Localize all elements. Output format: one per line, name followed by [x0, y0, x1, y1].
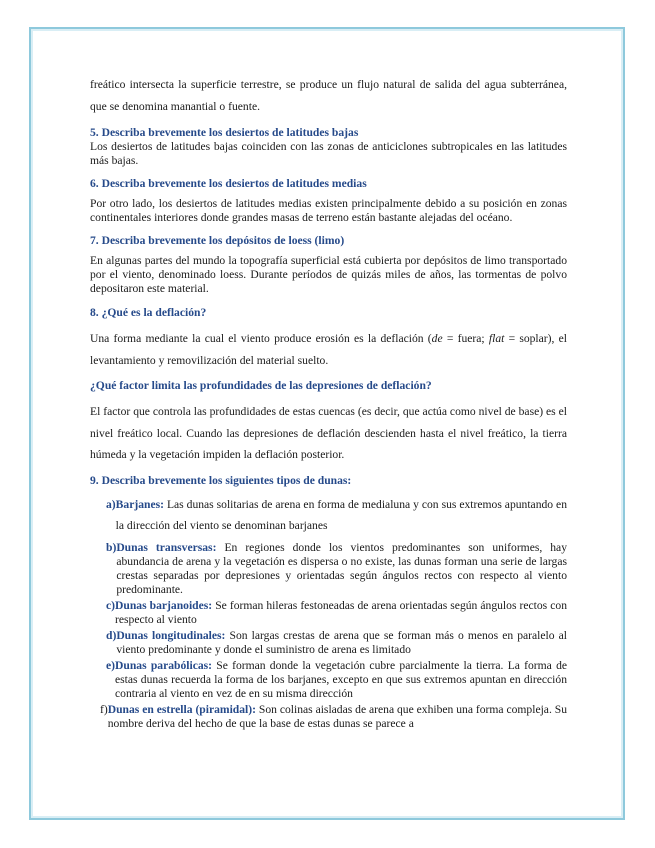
- item-label: e): [106, 658, 116, 672]
- question-7-heading: 7. Describa brevemente los depósitos de loess (limo): [90, 234, 345, 247]
- item-label: f): [100, 702, 108, 716]
- deflation-depth-answer: El factor que controla las profundidades de estas cuencas (es decir, que actúa como nivel de base) es el nivel freático local. Cuando las depresiones de deflación descienden hasta el nivel freático, la tierra húmeda y la vegetación impiden la deflación posterior.: [90, 405, 567, 461]
- list-item-parabolicas: e) Dunas parabólicas: Se forman donde la vegetación cubre parcialmente la tierra. La forma de estas dunas recuerda la forma de los barjanes, excepto en que sus extremos apuntan en dirección contraria al viento en vez de en su misma dirección: [106, 658, 568, 700]
- question-6-answer: Por otro lado, los desiertos de latitudes medias existen principalmente debido a su posición en zonas continentales interiores donde grandes masas de terreno están bastante alejadas del océano.: [90, 197, 567, 224]
- question-7-answer: En algunas partes del mundo la topografía superficial está cubierta por depósitos de limo transportado por el viento, denominado loess. Durante períodos de quizás miles de años, las tormentas de polvo depositaron este material.: [90, 254, 567, 295]
- list-item-longitudinales: d) Dunas longitudinales: Son largas crestas de arena que se forman más o menos en paralelo al viento predominante y donde el suministro de arena es limitado: [106, 628, 568, 656]
- deflation-depth-heading: ¿Qué factor limita las profundidades de las depresiones de deflación?: [90, 379, 432, 392]
- document-body: [90, 74, 567, 731]
- item-term: Dunas barjanoides:: [115, 598, 213, 612]
- question-9-heading: 9. Describa brevemente los siguientes tipos de dunas:: [90, 473, 352, 487]
- item-term: Dunas transversas:: [116, 540, 217, 554]
- item-label: c): [106, 598, 116, 612]
- list-item-barjanes: a) Barjanes: Las dunas solitarias de arena en forma de medialuna y con sus extremos apuntando en la dirección del viento se denominan barjanes: [106, 494, 567, 537]
- question-8-answer: Una forma mediante la cual el viento produce erosión es la deflación (de = fuera; flat = soplar), el levantamiento y removilización del material suelto.: [90, 332, 568, 367]
- item-term: Dunas parabólicas:: [115, 658, 213, 672]
- question-5-answer: Los desiertos de latitudes bajas coinciden con las zonas de anticiclones subtropicales en las latitudes más bajas.: [90, 140, 567, 167]
- term-flat: flat: [488, 332, 505, 345]
- item-term: Barjanes:: [115, 497, 164, 511]
- list-item-barjanoides: c) Dunas barjanoides: Se forman hileras festoneadas de arena orientadas según ángulos rectos con respecto al viento: [106, 598, 567, 626]
- item-label: d): [106, 628, 117, 642]
- item-term: Dunas longitudinales:: [116, 628, 226, 642]
- intro-paragraph: freático intersecta la superficie terrestre, se produce un flujo natural de salida del agua subterránea, que se denomina manantial o fuente.: [90, 78, 567, 113]
- item-label: a): [106, 497, 116, 511]
- item-term: Dunas en estrella (piramidal):: [107, 702, 256, 716]
- list-item-estrella: f) Dunas en estrella (piramidal): Son colinas aisladas de arena que exhiben una forma compleja. Su nombre deriva del hecho de que la base de estas dunas se parece a: [100, 702, 567, 730]
- question-5-heading: 5. Describa brevemente los desiertos de latitudes bajas: [90, 126, 359, 139]
- item-label: b): [106, 540, 117, 554]
- list-item-transversas: b) Dunas transversas: En regiones donde los vientos predominantes son uniformes, hay abundancia de arena y la vegetación es dispersa o no existe, las dunas forman una serie de largas crestas separadas por depresiones y orientadas según ángulos rectos con respecto al viento predominante.: [106, 540, 567, 596]
- dune-types-list: [90, 494, 567, 731]
- term-de: de: [431, 332, 443, 345]
- question-8-heading: 8. ¿Qué es la deflación?: [90, 306, 207, 319]
- question-6-heading: 6. Describa brevemente los desiertos de latitudes medias: [90, 177, 367, 190]
